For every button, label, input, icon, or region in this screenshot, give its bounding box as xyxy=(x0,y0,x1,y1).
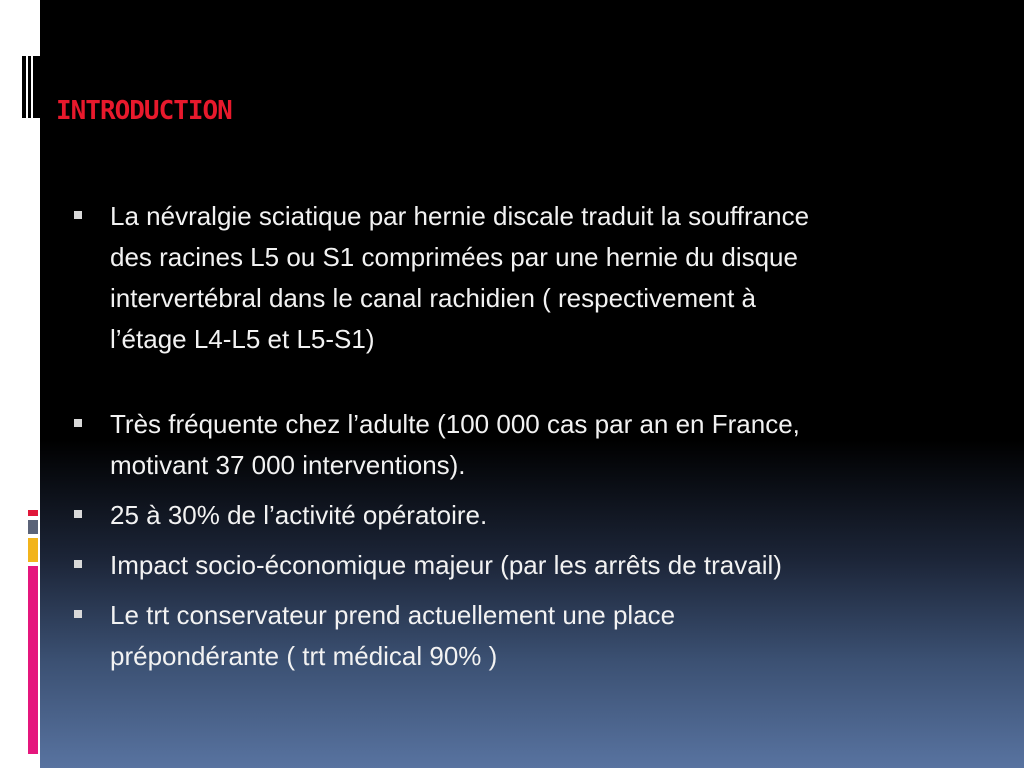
bullet-list xyxy=(72,196,972,677)
bullet-item xyxy=(72,196,972,360)
bullet-text: Impact socio-économique majeur (par les arrêts de travail) xyxy=(110,550,782,580)
square-bullet-icon xyxy=(74,510,82,518)
accent-bar-gold xyxy=(28,538,38,562)
decorative-bar xyxy=(22,56,26,118)
square-bullet-icon xyxy=(74,560,82,568)
slide-title: INTRODUCTION xyxy=(56,96,232,126)
bullet-text: La névralgie sciatique par hernie discale traduit la souffrance des racines L5 ou S1 comprimées par une hernie du disque intervertébral dans le canal rachidien ( respectivement à l’étage L4-L5 et L5-S1) xyxy=(110,201,810,354)
bullet-text: Le trt conservateur prend actuellement une place prépondérante ( trt médical 90% ) xyxy=(110,600,676,671)
decorative-bar xyxy=(28,56,31,118)
bullet-item xyxy=(72,404,972,486)
decorative-bar xyxy=(33,56,40,118)
bullet-item xyxy=(72,495,972,536)
decorative-bars-top xyxy=(22,56,40,118)
accent-bar-red xyxy=(28,510,38,516)
bullet-text: 25 à 30% de l’activité opératoire. xyxy=(110,500,488,530)
square-bullet-icon xyxy=(74,419,82,427)
accent-bar-gray xyxy=(28,520,38,534)
bullet-text: Très fréquente chez l’adulte (100 000 cas par an en France, motivant 37 000 interventions). xyxy=(110,409,800,480)
bullet-item xyxy=(72,595,972,677)
accent-bar-pink xyxy=(28,566,38,754)
square-bullet-icon xyxy=(74,211,82,219)
square-bullet-icon xyxy=(74,610,82,618)
bullet-item xyxy=(72,545,972,586)
